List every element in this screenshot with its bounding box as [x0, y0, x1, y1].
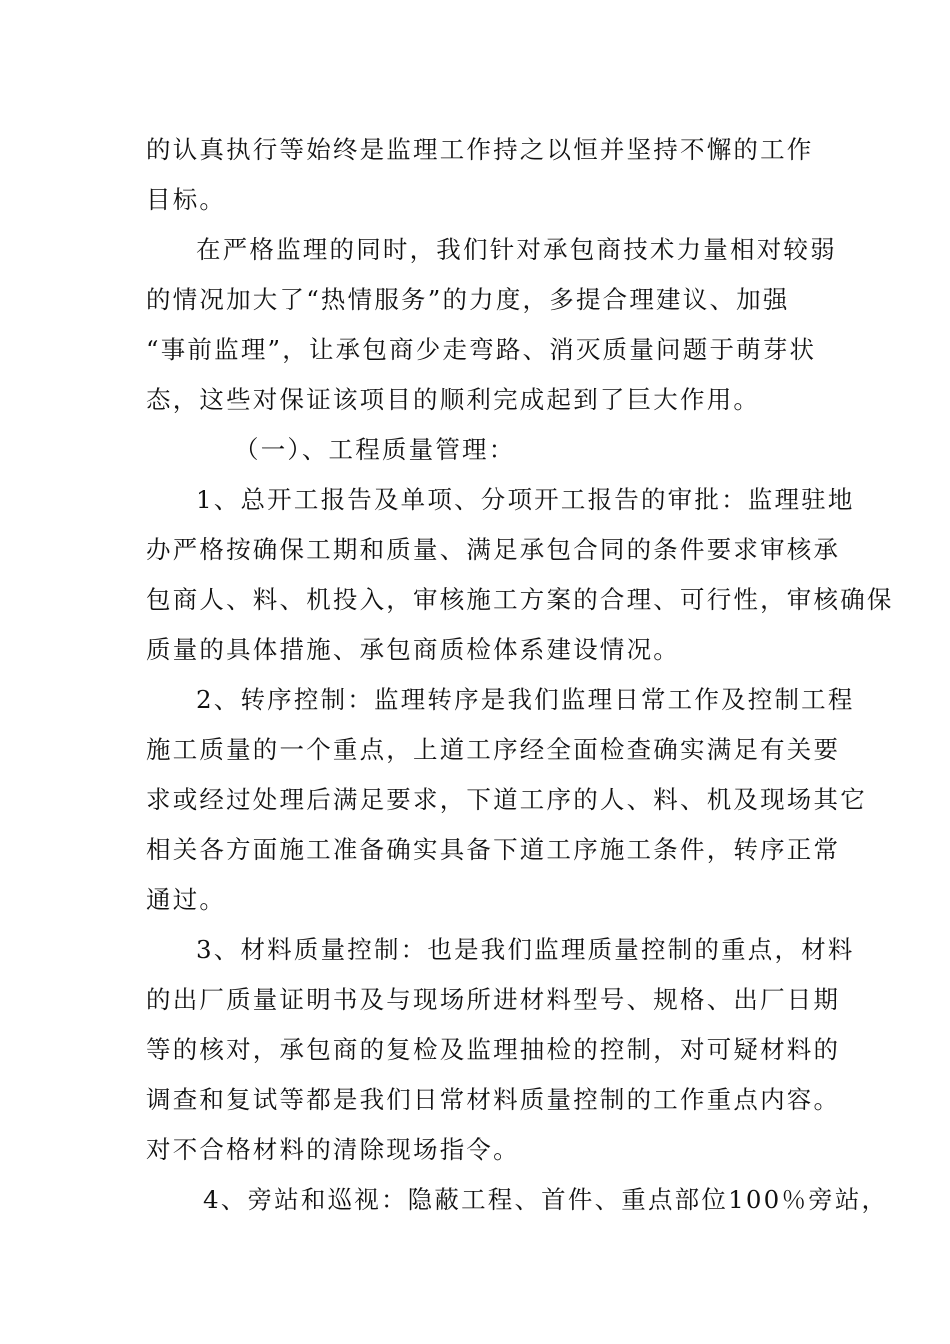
text-line: 质量的具体措施、承包商质检体系建设情况。: [146, 635, 680, 664]
text-line: 包商人、料、机投入，审核施工方案的合理、可行性，审核确保: [146, 585, 894, 614]
text-line: 办严格按确保工期和质量、满足承包合同的条件要求审核承: [146, 535, 841, 564]
text-line: 1、总开工报告及单项、分项开工报告的审批：监理驻地: [196, 485, 855, 514]
text-line: “事前监理”，让承包商少走弯路、消灭质量问题于萌芽状: [146, 335, 817, 364]
text-line: 的出厂质量证明书及与现场所进材料型号、规格、出厂日期: [146, 985, 841, 1014]
text-line: 在严格监理的同时，我们针对承包商技术力量相对较弱: [196, 235, 837, 264]
text-line: 的情况加大了“热情服务”的力度，多提合理建议、加强: [146, 285, 790, 314]
text-line: 3、材料质量控制：也是我们监理质量控制的重点，材料: [196, 935, 855, 964]
text-line: 通过。: [146, 885, 227, 914]
text-line: 调查和复试等都是我们日常材料质量控制的工作重点内容。: [146, 1085, 841, 1114]
text-line: 等的核对，承包商的复检及监理抽检的控制，对可疑材料的: [146, 1035, 841, 1064]
text-line: 2、转序控制：监理转序是我们监理日常工作及控制工程: [196, 685, 855, 714]
text-line: 求或经过处理后满足要求，下道工序的人、料、机及现场其它: [146, 785, 867, 814]
section-heading: （一）、工程质量管理：: [234, 435, 516, 464]
text-line: 的认真执行等始终是监理工作持之以恒并坚持不懈的工作: [146, 135, 814, 164]
text-line: 4、旁站和巡视：隐蔽工程、首件、重点部位100％旁站，: [203, 1185, 889, 1214]
text-line: 施工质量的一个重点，上道工序经全面检查确实满足有关要: [146, 735, 841, 764]
text-line: 对不合格材料的清除现场指令。: [146, 1135, 520, 1164]
text-line: 相关各方面施工准备确实具备下道工序施工条件，转序正常: [146, 835, 841, 864]
text-line: 目标。: [146, 185, 227, 214]
text-line: 态，这些对保证该项目的顺利完成起到了巨大作用。: [146, 385, 761, 414]
